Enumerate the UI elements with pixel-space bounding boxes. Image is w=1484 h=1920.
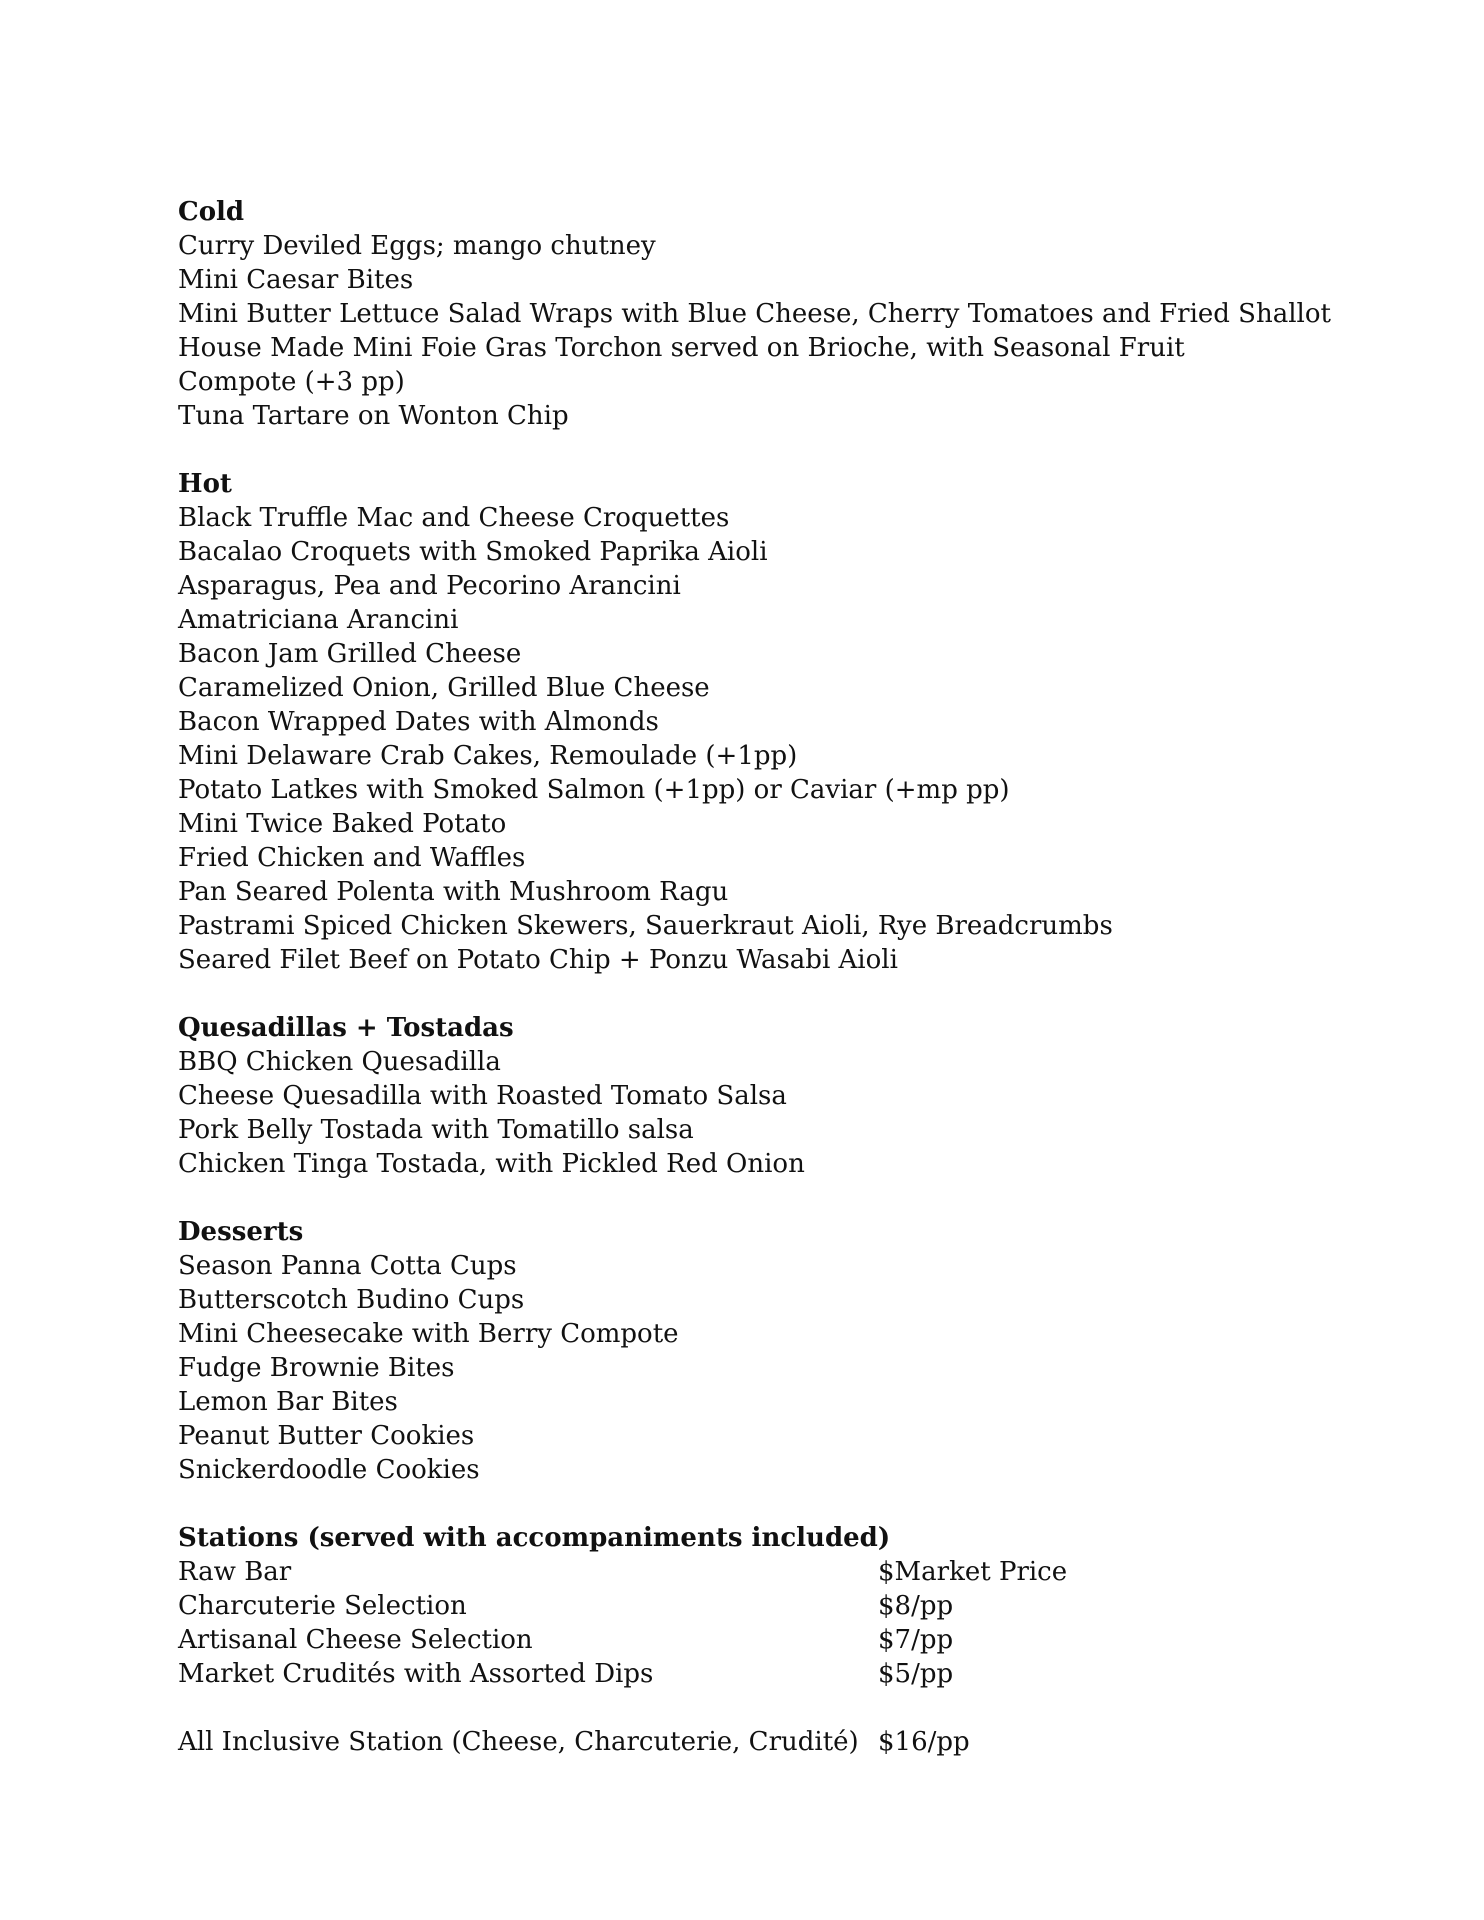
quesadillas-section <box>178 1011 1338 1181</box>
all-inclusive-name: All Inclusive Station (Cheese, Charcuterie, Crudité) <box>178 1727 859 1757</box>
menu-item: Fudge Brownie Bites <box>178 1353 455 1383</box>
menu-item: Fried Chicken and Waffles <box>178 843 526 873</box>
menu-item: Pastrami Spiced Chicken Skewers, Sauerkraut Aioli, Rye Breadcrumbs <box>178 911 1113 941</box>
station-row <box>178 1623 1338 1657</box>
section-heading-desserts: Desserts <box>178 1217 304 1247</box>
menu-item: Amatriciana Arancini <box>178 605 459 635</box>
menu-item: Mini Caesar Bites <box>178 265 414 295</box>
menu-item: Black Truffle Mac and Cheese Croquettes <box>178 503 730 533</box>
hot-section <box>178 467 1338 977</box>
station-name: Artisanal Cheese Selection <box>178 1625 533 1655</box>
menu-item: Bacon Jam Grilled Cheese <box>178 639 522 669</box>
menu-item: Cheese Quesadilla with Roasted Tomato Salsa <box>178 1081 787 1111</box>
cold-section <box>178 195 1338 433</box>
menu-item: Pork Belly Tostada with Tomatillo salsa <box>178 1115 694 1145</box>
menu-item: Tuna Tartare on Wonton Chip <box>178 401 569 431</box>
menu-item: Seared Filet Beef on Potato Chip + Ponzu Wasabi Aioli <box>178 945 898 975</box>
stations-section <box>178 1521 1338 1759</box>
menu-item: Potato Latkes with Smoked Salmon (+1pp) or Caviar (+mp pp) <box>178 775 1010 805</box>
menu-item: Mini Cheesecake with Berry Compote <box>178 1319 679 1349</box>
station-row <box>178 1555 1338 1589</box>
desserts-section <box>178 1215 1338 1487</box>
section-heading-cold: Cold <box>178 197 245 227</box>
menu-item: Mini Twice Baked Potato <box>178 809 507 839</box>
menu-item: Peanut Butter Cookies <box>178 1421 475 1451</box>
station-price: $7/pp <box>878 1625 954 1655</box>
menu-item: Snickerdoodle Cookies <box>178 1455 480 1485</box>
menu-item: Bacon Wrapped Dates with Almonds <box>178 707 659 737</box>
menu-item: Pan Seared Polenta with Mushroom Ragu <box>178 877 729 907</box>
menu-item: Curry Deviled Eggs; mango chutney <box>178 231 656 261</box>
menu-item: Mini Delaware Crab Cakes, Remoulade (+1pp) <box>178 741 798 771</box>
all-inclusive-row <box>178 1725 1338 1759</box>
station-row <box>178 1589 1338 1623</box>
station-row <box>178 1657 1338 1691</box>
station-name: Raw Bar <box>178 1557 292 1587</box>
menu-item: Bacalao Croquets with Smoked Paprika Aioli <box>178 537 768 567</box>
section-heading-hot: Hot <box>178 469 232 499</box>
menu-item: House Made Mini Foie Gras Torchon served on Brioche, with Seasonal Fruit Compote (+3 pp) <box>178 333 1185 397</box>
menu-item: Butterscotch Budino Cups <box>178 1285 525 1315</box>
menu-item: BBQ Chicken Quesadilla <box>178 1047 501 1077</box>
all-inclusive-price: $16/pp <box>878 1727 970 1757</box>
station-price: $Market Price <box>878 1557 1068 1587</box>
menu-item: Mini Butter Lettuce Salad Wraps with Blue Cheese, Cherry Tomatoes and Fried Shallot <box>178 299 1331 329</box>
station-name: Charcuterie Selection <box>178 1591 467 1621</box>
spacer <box>178 1691 1338 1725</box>
section-heading-stations: Stations (served with accompaniments included) <box>178 1523 891 1553</box>
station-price: $8/pp <box>878 1591 954 1621</box>
menu-page <box>178 195 1338 1759</box>
menu-item: Lemon Bar Bites <box>178 1387 398 1417</box>
menu-item: Caramelized Onion, Grilled Blue Cheese <box>178 673 710 703</box>
station-price: $5/pp <box>878 1659 954 1689</box>
section-heading-quesadillas: Quesadillas + Tostadas <box>178 1013 514 1043</box>
menu-item: Asparagus, Pea and Pecorino Arancini <box>178 571 681 601</box>
menu-item: Chicken Tinga Tostada, with Pickled Red Onion <box>178 1149 805 1179</box>
menu-item: Season Panna Cotta Cups <box>178 1251 517 1281</box>
station-name: Market Crudités with Assorted Dips <box>178 1659 654 1689</box>
